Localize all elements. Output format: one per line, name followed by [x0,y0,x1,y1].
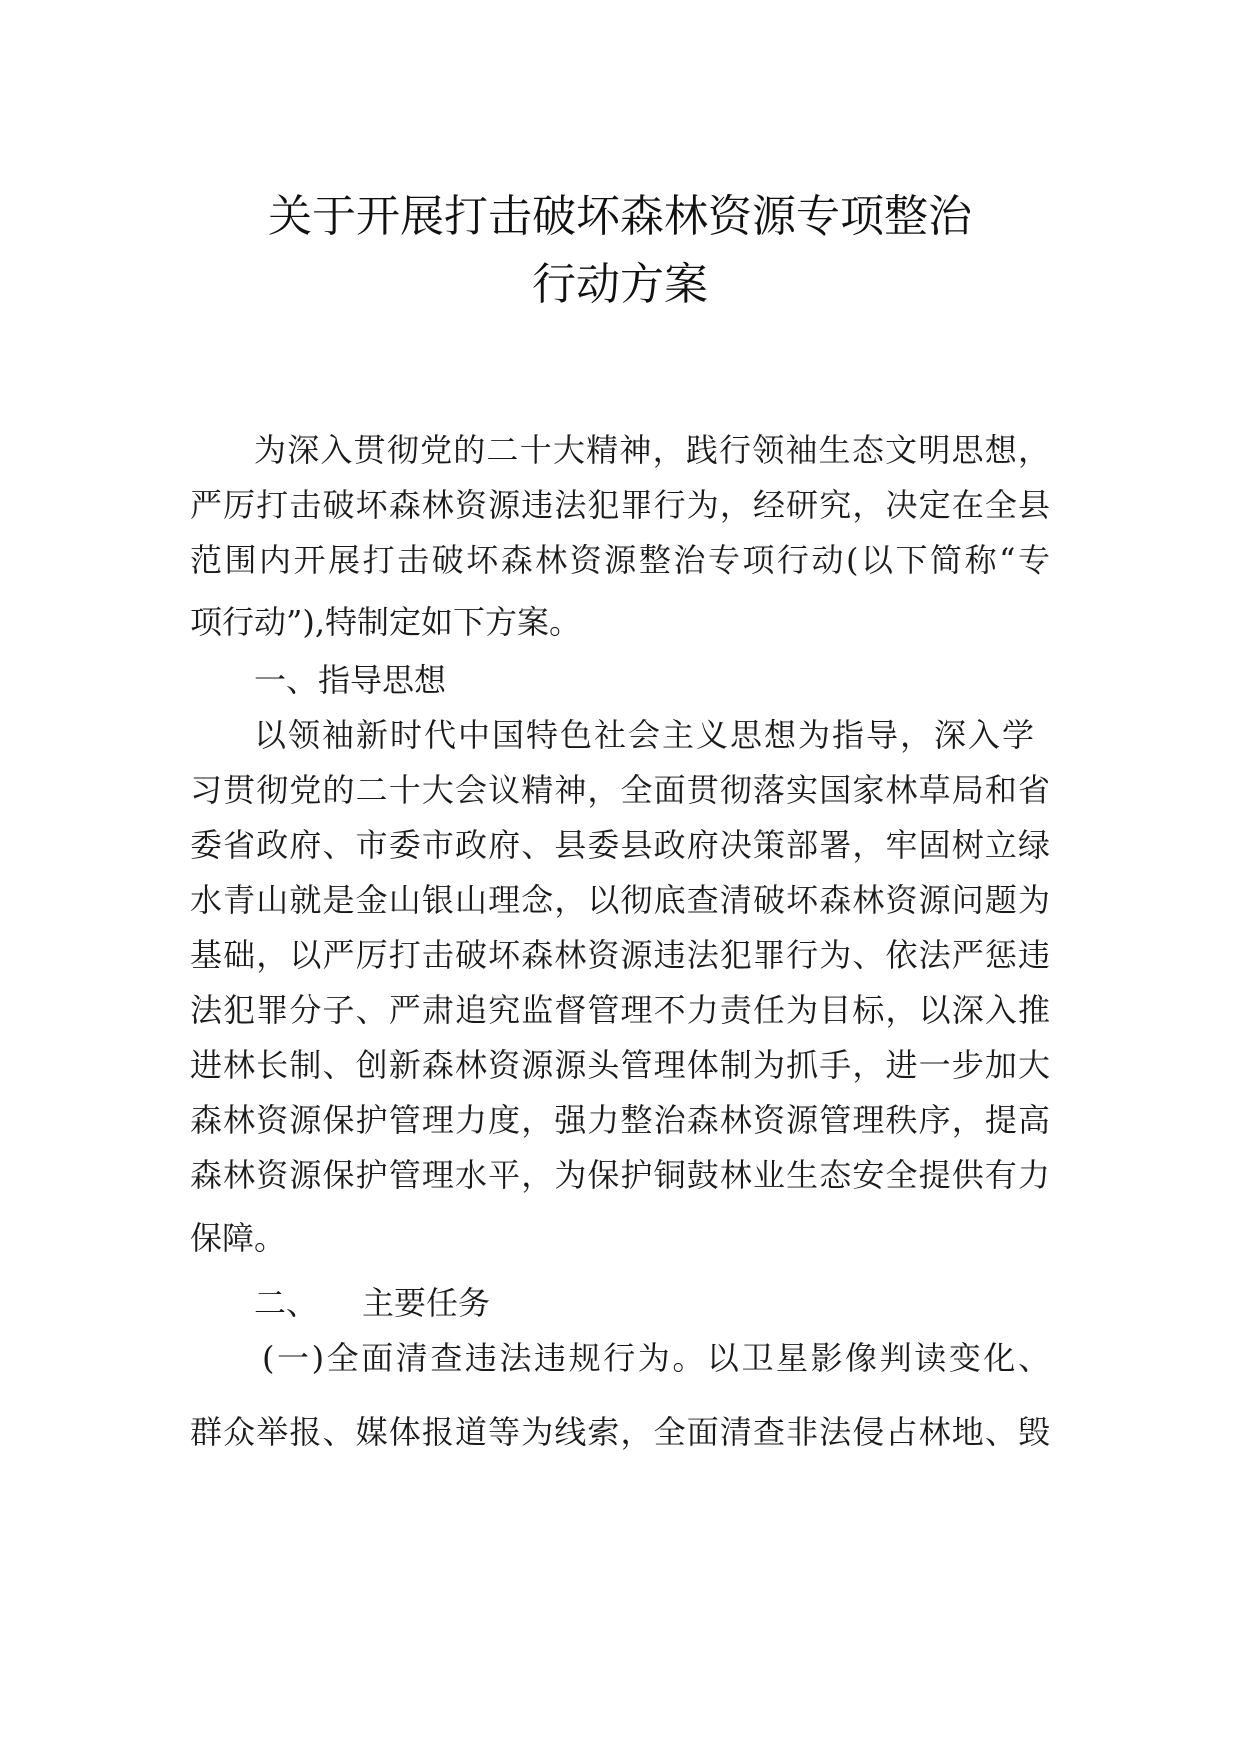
section-2-title: 主要任务 [362,1284,491,1322]
intro-line-3: 范围内开展打击破坏森林资源整治专项行动(以下简称“专 [190,541,1050,579]
section-1-line-2: 习贯彻党的二十大会议精神，全面贯彻落实国家林草局和省 [190,771,1050,809]
section-1-line-8: 森林资源保护管理力度，强力整治森林资源管理秩序，提高 [190,1101,1050,1139]
section-2-number: 二、 [254,1284,319,1322]
section-1-heading: 一、指导思想 [254,661,447,699]
section-2-item-1-line-2: 群众举报、媒体报道等为线索，全面清查非法侵占林地、毁 [190,1413,1050,1451]
document-title-line-1: 关于开展打击破坏森林资源专项整治 [268,191,972,242]
section-1-line-7: 进林长制、创新森林资源源头管理体制为抓手，进一步加大 [190,1046,1050,1084]
section-2-heading [254,1283,1050,1323]
intro-line-1: 为深入贯彻党的二十大精神，践行领袖生态文明思想， [254,431,1050,469]
section-1-line-3: 委省政府、市委市政府、县委县政府决策部署，牢固树立绿 [190,826,1050,864]
section-1-line-10: 保障。 [190,1219,287,1257]
section-1-line-4: 水青山就是金山银山理念，以彻底查清破坏森林资源问题为 [190,881,1050,919]
intro-line-4: 项行动”),特制定如下方案。 [190,603,582,641]
section-1-line-1: 以领袖新时代中国特色社会主义思想为指导，深入学 [254,716,1037,754]
section-1-line-9: 森林资源保护管理水平，为保护铜鼓林业生态安全提供有力 [190,1156,1050,1194]
section-1-line-6: 法犯罪分子、严肃追究监督管理不力责任为目标，以深入推 [190,991,1050,1029]
section-2-item-1-line-1: (一)全面清查违法违规行为。以卫星影像判读变化、 [262,1339,1050,1377]
document-title-line-2: 行动方案 [532,259,708,310]
section-1-line-5: 基础，以严厉打击破坏森林资源违法犯罪行为、依法严惩违 [190,936,1050,974]
intro-line-2: 严厉打击破坏森林资源违法犯罪行为，经研究，决定在全县 [190,486,1050,524]
